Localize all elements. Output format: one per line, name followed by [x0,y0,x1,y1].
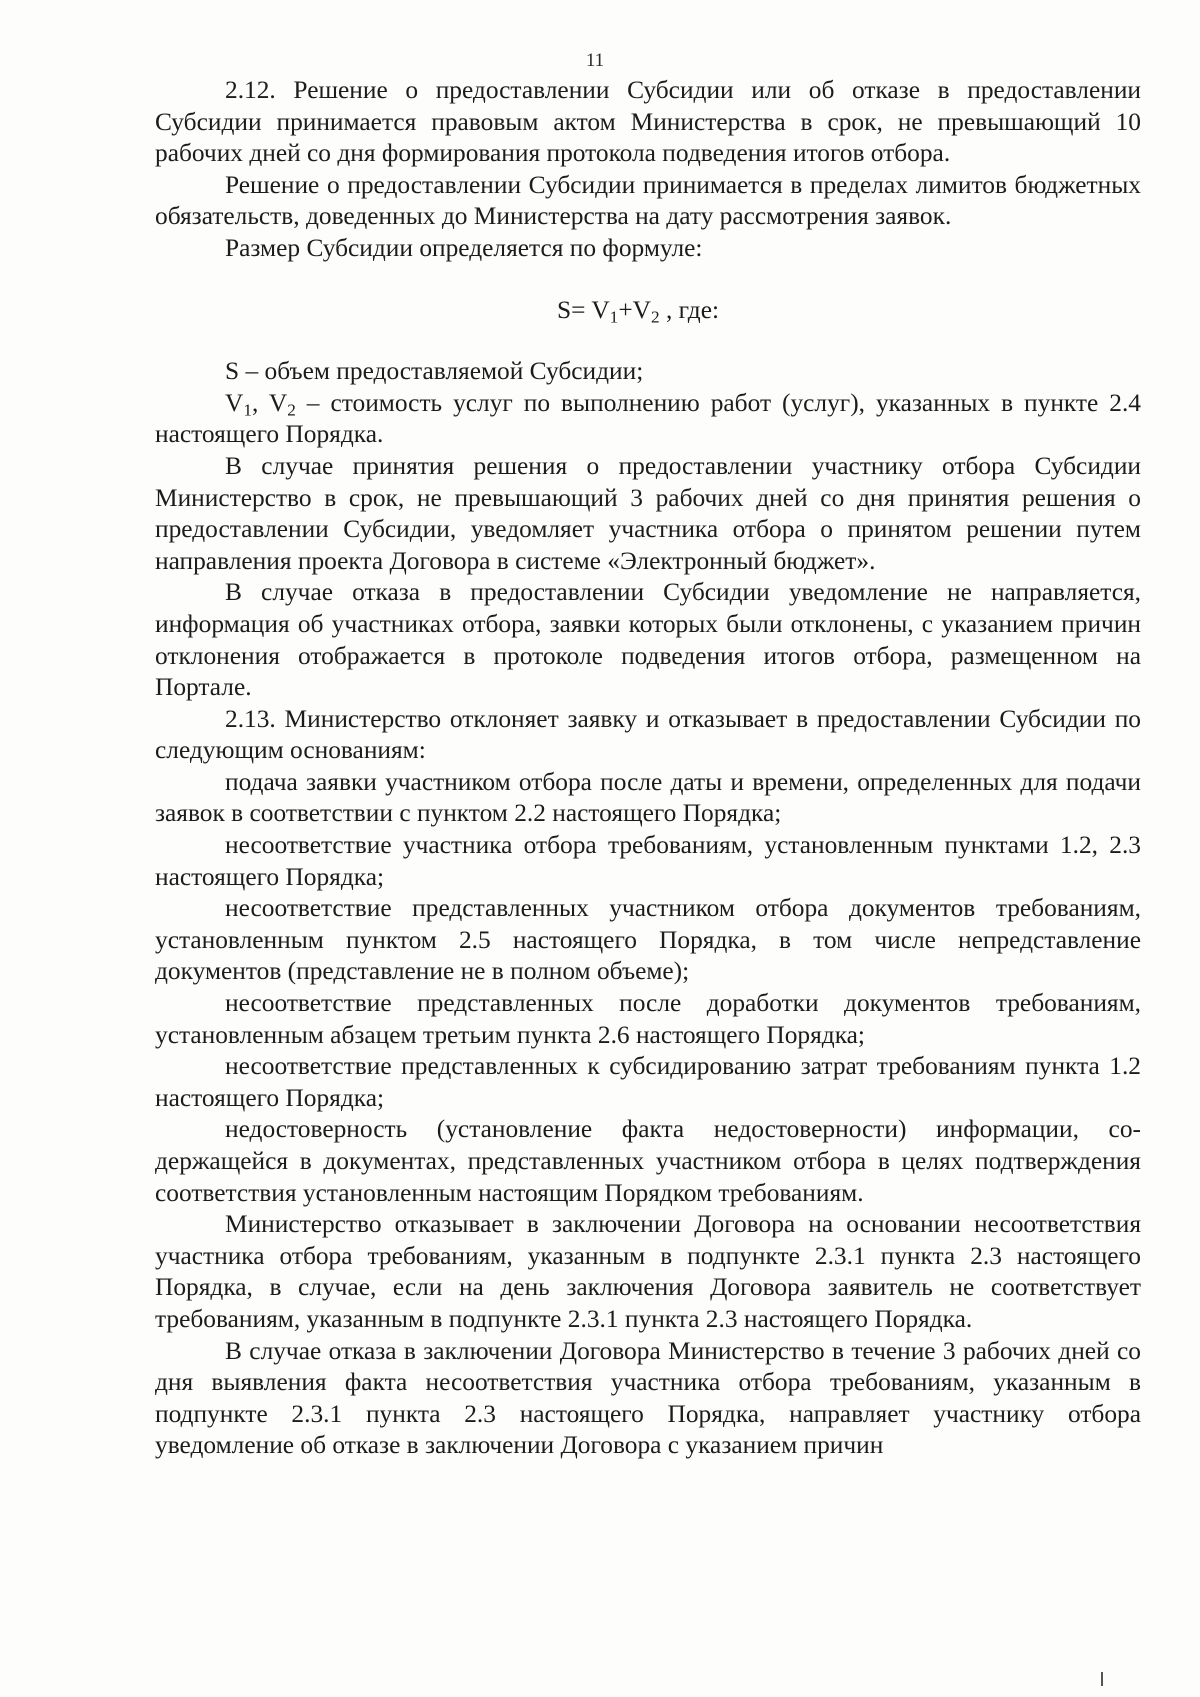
ground-late-submission: подача заявки участником отбора после даты и времени, определенных для подачи заявок в соответствии с пунктом 2.2 настоящего Порядка; [155,767,1141,828]
definition-v2-subscript: 2 [287,400,296,420]
ground-false-information: недостоверность (установление факта недостоверности) информации, содержащейся в документах, представленных участником отбора в целях подтверждения соответствия установленным настоящим Порядком требованиям. [155,1115,1141,1207]
definition-v-comma: , V [251,388,288,417]
scan-mark [1101,1672,1103,1686]
ground-revised-documents: несоответствие представленных после доработки документов требованиям, установленным абзацем третьим пункта 2.6 настоящего Порядка; [155,989,1141,1049]
paragraph-contract-refusal: Министерство отказывает в заключении Договора на основании несоответствия участника отбора требованиям, указанным в подпункте 2.3.1 пункта 2.3 настоящего Порядка, в случае, если на день заключения Договора заявитель не соответствует требованиям, указанным в подпункте 2.3.1 пункта 2.3 настоящего Порядка. [155,1210,1141,1333]
definition-v1: V [225,388,244,417]
paragraph-2-13: 2.13. Министерство отклоняет заявку и отказывает в предоставлении Субсидии по следующим основаниям: [155,704,1141,765]
formula-plus: +V [618,295,651,324]
subsidy-formula [155,295,1141,327]
formula-subscript-1: 1 [609,306,619,326]
paragraph-contract-refusal-notice: В случае отказа в заключении Договора Министерство в течение 3 рабочих дней со дня выявления факта несоответствия участника отбора требованиям, указанным в подпункте 2.3.1 пункта 2.3 настоящего Порядка, направляет участнику отбора уведомление об отказе в заключении Договора с указанием причин [155,1336,1141,1460]
paragraph-refusal-notice: В случае отказа в предоставлении Субсидии уведомление не направляется, информация об участниках отбора, заявки которых были отклонены, с указанием причин отклонения отображается в протоколе подведения итогов отбора, размещенном на Портале. [155,578,1141,702]
ground-documents-mismatch: несоответствие представленных участником отбора документов требованиям, установленным пунктом 2.5 настоящего Порядка, в том числе непредставление документов (представление не в полном объеме); [155,894,1141,986]
definition-s: S – объем предоставляемой Субсидии; [225,357,644,386]
paragraph-budget-limits: Решение о предоставлении Субсидии принимается в пределах лимитов бюджетных обязательств, доведенных до Министерства на дату рассмотрения заявок. [155,170,1141,231]
ground-costs-mismatch: несоответствие представленных к субсидированию затрат требованиям пункта 1.2 настоящего Порядка; [155,1052,1141,1112]
document-body [155,75,1141,1462]
paragraph-formula-intro: Размер Субсидии определяется по формуле: [225,233,703,262]
definition-v [155,388,1141,451]
definition-v-text: – стоимость услуг по выполнению работ (услуг), указанных в пункте 2.4 настоящего Порядка. [155,388,1141,449]
formula-prefix: S= V [557,295,610,324]
page-number: 11 [585,50,605,71]
ground-participant-mismatch: несоответствие участника отбора требованиям, установленным пунктами 1.2, 2.3 настоящего Порядка; [155,831,1141,891]
paragraph-2-12: 2.12. Решение о предоставлении Субсидии или об отказе в предоставлении Субсидии принимается правовым актом Министерства в срок, не превышающий 10 рабочих дней со дня формирования протокола подведения итогов отбора. [155,76,1141,168]
definition-v1-subscript: 1 [243,400,252,420]
paragraph-notification: В случае принятия решения о предоставлении участнику отбора Субсидии Министерство в срок, не превышающий 3 рабочих дней со дня принятия решения о предоставлении Субсидии, уведомляет участника отбора о принятом решении путем направления проекта Договора в системе «Электронный бюджет». [155,451,1141,575]
formula-subscript-2: 2 [650,306,660,326]
formula-suffix: , где: [659,295,720,324]
